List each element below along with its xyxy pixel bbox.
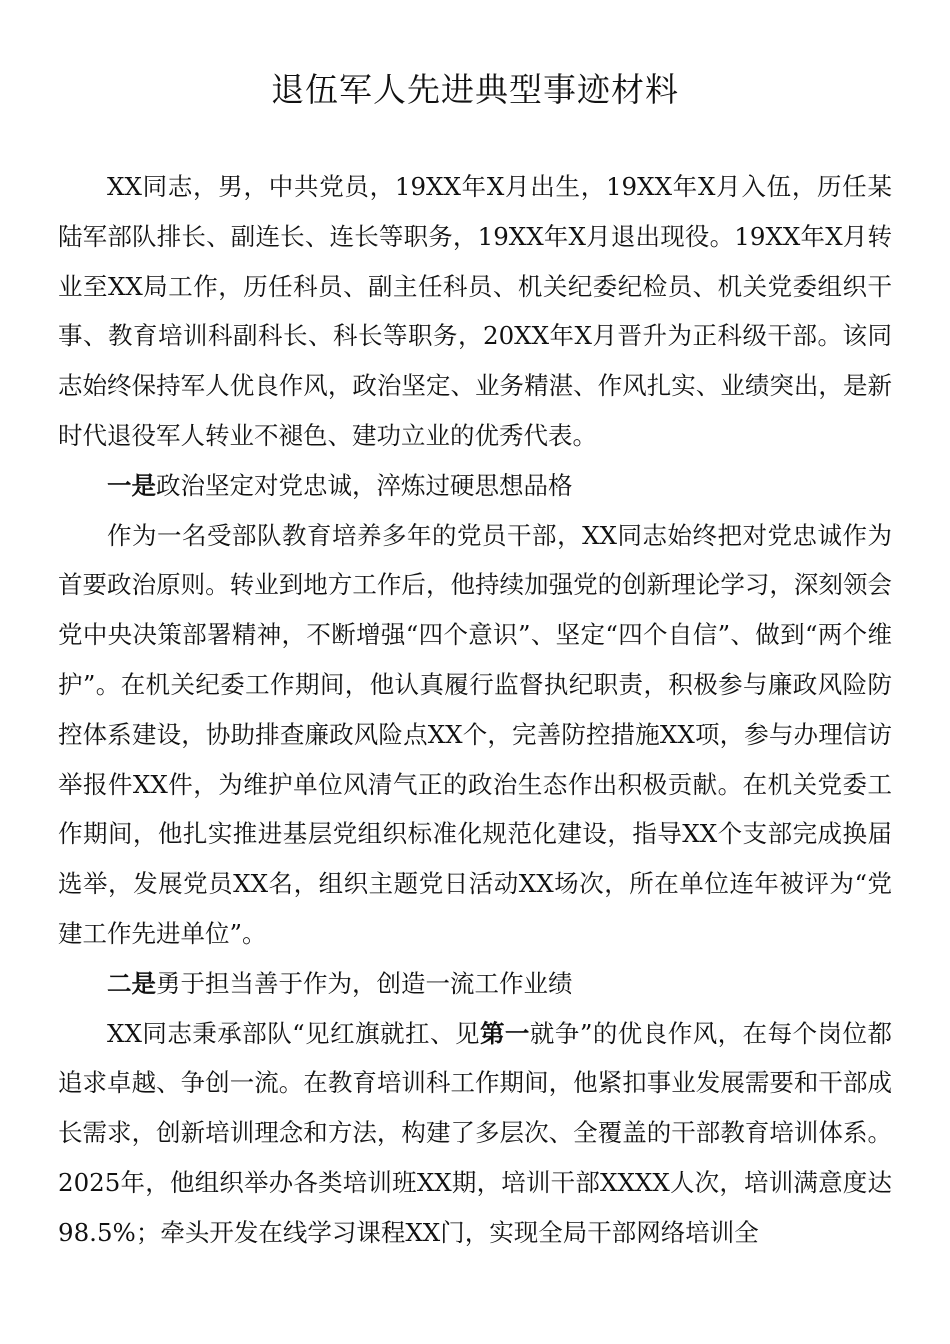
section-2-bold-text: 第一 (479, 1018, 530, 1048)
section-2-paragraph (58, 1009, 892, 1258)
intro-paragraph: XX同志，男，中共党员，19XX年X月出生，19XX年X月入伍，历任某陆军部队排长、副连长、连长等职务，19XX年X月退出现役。19XX年X月转业至XX局工作，历任科员、副主任科员、机关纪委纪检员、机关党委组织干事、教育培训科副科长、科长等职务，20XX年X月晋升为正科级干部。该同志始终保持军人优良作风，政治坚定、业务精湛、作风扎实、业绩突出，是新时代退役军人转业不褪色、建功立业的优秀代表。 (58, 172, 892, 450)
section-2-heading (58, 959, 892, 1009)
section-2-text-part1: XX同志秉承部队“见红旗就扛、见 (107, 1018, 480, 1048)
document-title: 退伍军人先进典型事迹材料 (271, 70, 679, 109)
section-2-title: 勇于担当善于作为，创造一流工作业绩 (156, 968, 573, 998)
document-page (58, 62, 892, 1258)
section-1-lead: 一是 (107, 470, 156, 500)
section-2-lead: 二是 (107, 968, 156, 998)
section-2-text-part2: 就争”的优良作风，在每个岗位都追求卓越、争创一流。在教育培训科工作期间，他紧扣事业发展需要和干部成长需求，创新培训理念和方法，构建了多层次、全覆盖的干部教育培训体系。2025年，他组织举办各类培训班XX期，培训干部XXXX人次，培训满意度达98.5%；牵头开发在线学习课程XX门，实现全局干部网络培训全 (58, 1018, 892, 1247)
section-1-heading (58, 461, 892, 511)
section-1-paragraph: 作为一名受部队教育培养多年的党员干部，XX同志始终把对党忠诚作为首要政治原则。转业到地方工作后，他持续加强党的创新理论学习，深刻领会党中央决策部署精神，不断增强“四个意识”、坚定“四个自信”、做到“两个维护”。在机关纪委工作期间，他认真履行监督执纪职责，积极参与廉政风险防控体系建设，协助排查廉政风险点XX个，完善防控措施XX项，参与办理信访举报件XX件，为维护单位风清气正的政治生态作出积极贡献。在机关党委工作期间，他扎实推进基层党组织标准化规范化建设，指导XX个支部完成换届选举，发展党员XX名，组织主题党日活动XX场次，所在单位连年被评为“党建工作先进单位”。 (58, 520, 892, 948)
section-1-title: 政治坚定对党忠诚，淬炼过硬思想品格 (156, 470, 573, 500)
